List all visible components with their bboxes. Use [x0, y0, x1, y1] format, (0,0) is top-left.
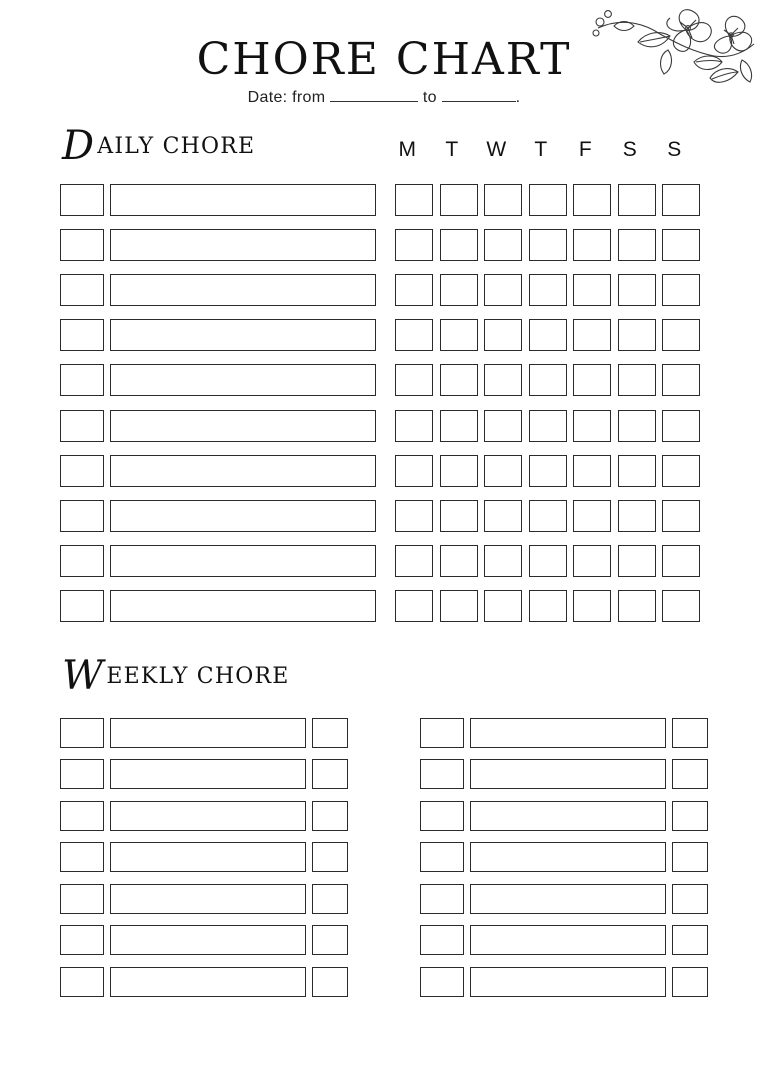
daily-chore-input[interactable]: [110, 184, 376, 216]
daily-day-checkbox[interactable]: [440, 229, 478, 261]
weekly-chore-input[interactable]: [110, 884, 306, 914]
weekly-row-done-checkbox[interactable]: [312, 967, 348, 997]
daily-day-checkbox[interactable]: [395, 590, 433, 622]
daily-row-checkbox[interactable]: [60, 364, 104, 396]
weekly-row-checkbox[interactable]: [420, 801, 464, 831]
weekly-row-checkbox[interactable]: [60, 925, 104, 955]
daily-day-checkbox[interactable]: [573, 319, 611, 351]
weekly-row-done-checkbox[interactable]: [312, 801, 348, 831]
weekday-label-sun: S: [667, 138, 682, 161]
daily-day-checkbox[interactable]: [573, 184, 611, 216]
weekday-label-thu: T: [534, 138, 548, 161]
weekly-chore-row: [60, 795, 348, 837]
date-suffix-label: .: [515, 89, 521, 106]
weekly-row-done-checkbox[interactable]: [672, 842, 708, 872]
daily-day-checkbox[interactable]: [618, 184, 656, 216]
daily-chore-input[interactable]: [110, 500, 376, 532]
daily-row-checkbox[interactable]: [60, 319, 104, 351]
weekly-row-checkbox[interactable]: [420, 925, 464, 955]
weekly-row-done-checkbox[interactable]: [312, 884, 348, 914]
weekly-chore-row: [60, 837, 348, 879]
weekly-row-done-checkbox[interactable]: [312, 718, 348, 748]
daily-day-checkbox[interactable]: [440, 590, 478, 622]
daily-row-checkbox[interactable]: [60, 229, 104, 261]
daily-day-checkbox-group: [395, 545, 700, 577]
daily-day-checkbox[interactable]: [529, 590, 567, 622]
weekly-row-done-checkbox[interactable]: [312, 925, 348, 955]
daily-day-checkbox[interactable]: [440, 500, 478, 532]
weekly-row-done-checkbox[interactable]: [672, 718, 708, 748]
daily-day-checkbox[interactable]: [573, 364, 611, 396]
daily-day-checkbox[interactable]: [484, 455, 522, 487]
daily-day-checkbox[interactable]: [618, 274, 656, 306]
daily-day-checkbox-group: [395, 590, 700, 622]
daily-day-checkbox[interactable]: [440, 274, 478, 306]
daily-day-checkbox[interactable]: [662, 455, 700, 487]
weekly-row-done-checkbox[interactable]: [672, 884, 708, 914]
weekday-label-fri: F: [578, 138, 592, 161]
weekly-row-checkbox[interactable]: [420, 759, 464, 789]
weekly-chore-input[interactable]: [110, 842, 306, 872]
daily-day-checkbox[interactable]: [662, 500, 700, 532]
daily-day-checkbox-group: [395, 229, 700, 261]
daily-chore-input[interactable]: [110, 364, 376, 396]
weekly-chore-input[interactable]: [470, 884, 666, 914]
weekly-chore-row: [420, 837, 708, 879]
daily-row-checkbox[interactable]: [60, 410, 104, 442]
daily-day-checkbox[interactable]: [529, 319, 567, 351]
daily-day-checkbox[interactable]: [440, 184, 478, 216]
daily-day-checkbox[interactable]: [395, 274, 433, 306]
daily-chore-input[interactable]: [110, 229, 376, 261]
daily-day-checkbox-group: [395, 184, 700, 216]
daily-day-checkbox[interactable]: [395, 184, 433, 216]
weekly-row-checkbox[interactable]: [60, 801, 104, 831]
daily-day-checkbox[interactable]: [395, 500, 433, 532]
weekly-chore-input[interactable]: [110, 925, 306, 955]
weekly-chore-input[interactable]: [110, 718, 306, 748]
daily-day-checkbox-group: [395, 274, 700, 306]
weekly-chore-row: [420, 961, 708, 1003]
weekly-row-done-checkbox[interactable]: [672, 759, 708, 789]
weekday-label-sat: S: [622, 138, 637, 161]
daily-day-checkbox[interactable]: [618, 455, 656, 487]
daily-day-checkbox[interactable]: [618, 410, 656, 442]
daily-row-checkbox[interactable]: [60, 500, 104, 532]
daily-day-checkbox[interactable]: [484, 364, 522, 396]
daily-day-checkbox[interactable]: [618, 590, 656, 622]
daily-row-checkbox[interactable]: [60, 455, 104, 487]
weekly-row-checkbox[interactable]: [420, 718, 464, 748]
daily-day-checkbox[interactable]: [529, 545, 567, 577]
daily-day-checkbox[interactable]: [440, 455, 478, 487]
daily-day-checkbox[interactable]: [395, 455, 433, 487]
daily-day-checkbox[interactable]: [618, 545, 656, 577]
weekly-chore-row: [420, 795, 708, 837]
daily-chore-heading: [62, 123, 256, 169]
weekly-row-checkbox[interactable]: [420, 884, 464, 914]
daily-chore-row: [60, 539, 700, 584]
daily-day-checkbox[interactable]: [662, 545, 700, 577]
page-title: [0, 34, 768, 85]
daily-day-checkbox[interactable]: [662, 410, 700, 442]
weekly-chore-input[interactable]: [470, 925, 666, 955]
daily-day-checkbox[interactable]: [618, 319, 656, 351]
daily-day-checkbox[interactable]: [395, 364, 433, 396]
weekday-header-row: [385, 138, 697, 162]
weekly-chore-tables: [60, 712, 708, 1003]
daily-day-checkbox[interactable]: [662, 364, 700, 396]
weekly-row-done-checkbox[interactable]: [312, 759, 348, 789]
daily-row-checkbox[interactable]: [60, 274, 104, 306]
daily-heading-dropcap: D: [62, 123, 96, 169]
weekly-row-checkbox[interactable]: [60, 967, 104, 997]
daily-day-checkbox[interactable]: [573, 274, 611, 306]
daily-day-checkbox[interactable]: [395, 229, 433, 261]
weekly-chore-input[interactable]: [470, 842, 666, 872]
daily-day-checkbox-group: [395, 455, 700, 487]
weekly-chore-row: [420, 920, 708, 962]
weekly-chore-row: [420, 712, 708, 754]
weekly-chore-input[interactable]: [470, 801, 666, 831]
weekly-row-done-checkbox[interactable]: [672, 801, 708, 831]
weekly-heading-dropcap: W: [62, 653, 105, 699]
daily-chore-input[interactable]: [110, 590, 376, 622]
weekly-row-checkbox[interactable]: [420, 967, 464, 997]
daily-chore-row: [60, 493, 700, 538]
daily-day-checkbox[interactable]: [484, 319, 522, 351]
daily-day-checkbox[interactable]: [618, 500, 656, 532]
weekly-chore-input[interactable]: [110, 801, 306, 831]
daily-day-checkbox[interactable]: [573, 455, 611, 487]
daily-day-checkbox[interactable]: [440, 319, 478, 351]
daily-chore-input[interactable]: [110, 319, 376, 351]
daily-day-checkbox[interactable]: [484, 545, 522, 577]
daily-day-checkbox[interactable]: [529, 184, 567, 216]
weekly-row-checkbox[interactable]: [60, 884, 104, 914]
daily-day-checkbox[interactable]: [484, 500, 522, 532]
daily-day-checkbox[interactable]: [395, 545, 433, 577]
date-from-field[interactable]: [330, 88, 418, 102]
weekly-chore-input[interactable]: [110, 967, 306, 997]
daily-day-checkbox[interactable]: [395, 319, 433, 351]
daily-day-checkbox-group: [395, 319, 700, 351]
daily-day-checkbox[interactable]: [573, 229, 611, 261]
daily-chore-input[interactable]: [110, 545, 376, 577]
daily-row-checkbox[interactable]: [60, 184, 104, 216]
daily-day-checkbox-group: [395, 364, 700, 396]
daily-chore-row: [60, 267, 700, 312]
daily-day-checkbox[interactable]: [573, 500, 611, 532]
weekday-label-tue: T: [445, 138, 459, 161]
daily-day-checkbox[interactable]: [662, 590, 700, 622]
daily-chore-input[interactable]: [110, 410, 376, 442]
daily-day-checkbox[interactable]: [529, 500, 567, 532]
daily-day-checkbox[interactable]: [662, 319, 700, 351]
weekly-row-done-checkbox[interactable]: [672, 925, 708, 955]
weekly-chore-row: [420, 754, 708, 796]
daily-day-checkbox[interactable]: [529, 410, 567, 442]
daily-day-checkbox[interactable]: [484, 229, 522, 261]
daily-day-checkbox[interactable]: [573, 410, 611, 442]
daily-day-checkbox[interactable]: [395, 410, 433, 442]
weekly-chore-input[interactable]: [470, 759, 666, 789]
weekly-row-checkbox[interactable]: [60, 842, 104, 872]
daily-chore-table: [60, 177, 700, 629]
date-to-field[interactable]: [442, 88, 516, 102]
weekly-chore-table-right: [420, 712, 708, 1003]
daily-day-checkbox[interactable]: [529, 229, 567, 261]
weekday-label-wed: W: [486, 138, 507, 161]
daily-row-checkbox[interactable]: [60, 545, 104, 577]
weekly-chore-table-left: [60, 712, 348, 1003]
daily-day-checkbox[interactable]: [484, 410, 522, 442]
daily-day-checkbox[interactable]: [529, 455, 567, 487]
daily-heading-text: AILY CHORE: [97, 134, 256, 159]
date-prefix-label: Date: from: [247, 89, 326, 106]
date-middle-label: to: [422, 89, 437, 106]
weekly-chore-row: [60, 920, 348, 962]
daily-day-checkbox[interactable]: [484, 590, 522, 622]
weekday-label-mon: M: [398, 138, 416, 161]
weekly-chore-input[interactable]: [110, 759, 306, 789]
daily-day-checkbox[interactable]: [618, 229, 656, 261]
weekly-heading-text: EEKLY CHORE: [106, 664, 290, 689]
daily-day-checkbox[interactable]: [484, 184, 522, 216]
daily-day-checkbox[interactable]: [618, 364, 656, 396]
weekly-row-checkbox[interactable]: [60, 718, 104, 748]
daily-day-checkbox[interactable]: [529, 364, 567, 396]
daily-day-checkbox[interactable]: [440, 410, 478, 442]
weekly-chore-row: [60, 754, 348, 796]
daily-chore-row: [60, 584, 700, 629]
weekly-chore-heading: [62, 653, 290, 699]
daily-chore-input[interactable]: [110, 455, 376, 487]
daily-row-checkbox[interactable]: [60, 590, 104, 622]
weekly-chore-input[interactable]: [470, 967, 666, 997]
daily-day-checkbox[interactable]: [573, 545, 611, 577]
daily-day-checkbox[interactable]: [662, 184, 700, 216]
daily-day-checkbox[interactable]: [440, 545, 478, 577]
daily-chore-row: [60, 222, 700, 267]
weekly-chore-row: [60, 878, 348, 920]
daily-day-checkbox[interactable]: [529, 274, 567, 306]
daily-day-checkbox[interactable]: [662, 274, 700, 306]
weekly-chore-row: [420, 878, 708, 920]
daily-day-checkbox-group: [395, 410, 700, 442]
weekly-chore-row: [60, 712, 348, 754]
daily-day-checkbox[interactable]: [662, 229, 700, 261]
daily-day-checkbox-group: [395, 500, 700, 532]
daily-chore-row: [60, 177, 700, 222]
weekly-chore-row: [60, 961, 348, 1003]
daily-chore-row: [60, 313, 700, 358]
weekly-row-checkbox[interactable]: [420, 842, 464, 872]
date-range-line: [0, 88, 768, 107]
weekly-row-checkbox[interactable]: [60, 759, 104, 789]
daily-chore-row: [60, 403, 700, 448]
daily-day-checkbox[interactable]: [484, 274, 522, 306]
daily-chore-row: [60, 448, 700, 493]
daily-chore-input[interactable]: [110, 274, 376, 306]
daily-chore-row: [60, 358, 700, 403]
weekly-row-done-checkbox[interactable]: [312, 842, 348, 872]
daily-day-checkbox[interactable]: [440, 364, 478, 396]
daily-day-checkbox[interactable]: [573, 590, 611, 622]
weekly-chore-input[interactable]: [470, 718, 666, 748]
title-text: CHORE CHART: [196, 34, 572, 85]
weekly-row-done-checkbox[interactable]: [672, 967, 708, 997]
